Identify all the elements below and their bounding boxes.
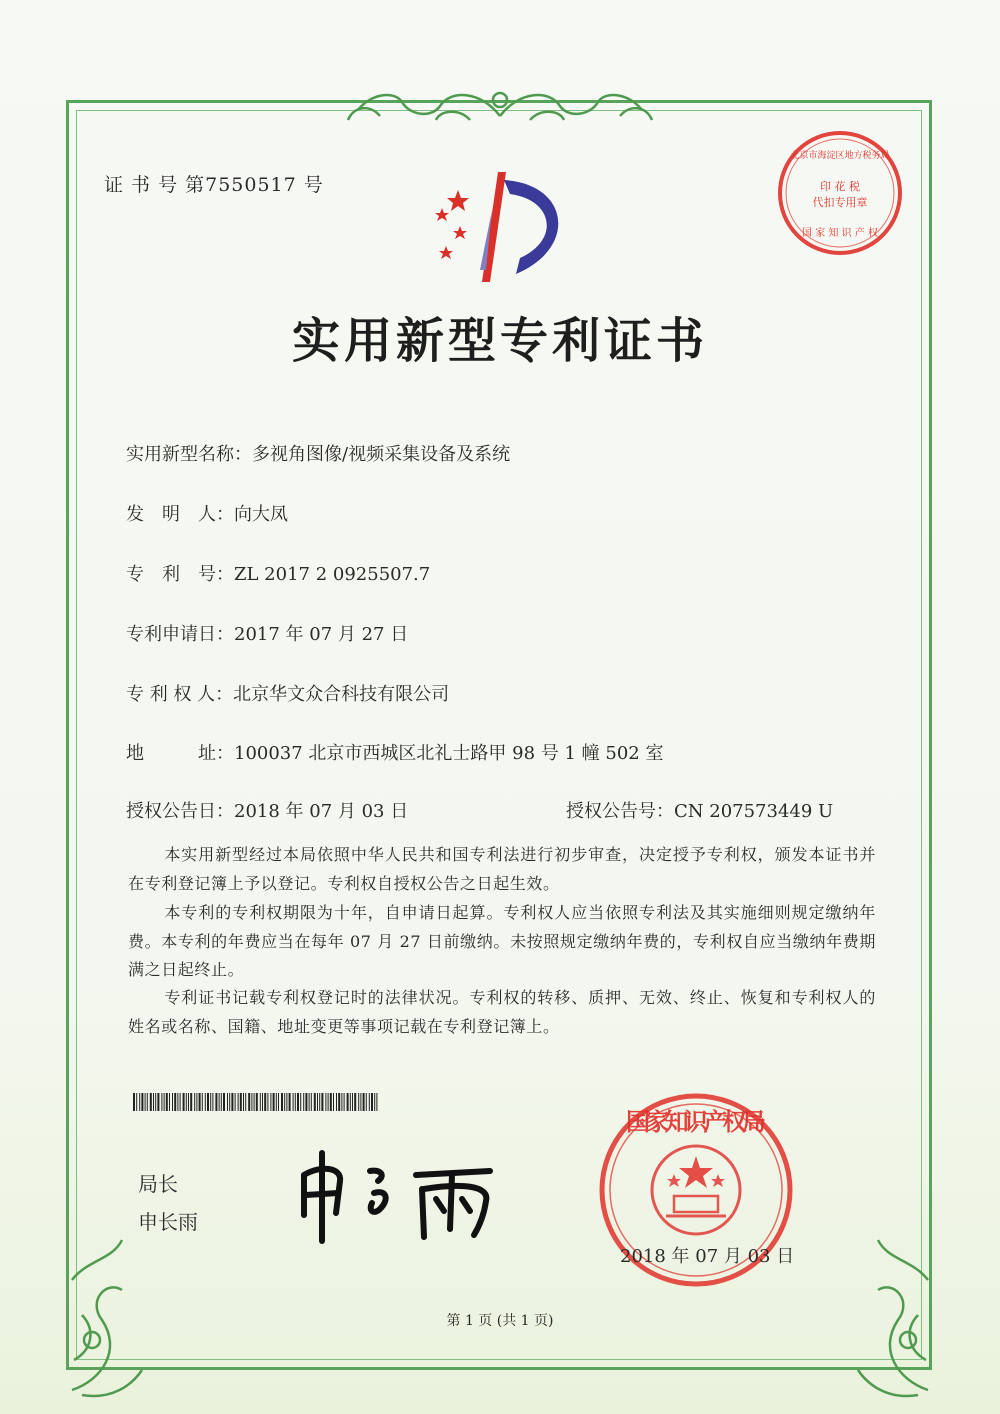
tax-stamp — [775, 128, 905, 258]
page-number: 第 1 页 (共 1 页) — [446, 1313, 554, 1329]
field-holder-label: 专 利 权 人： — [126, 684, 234, 705]
field-apply-value: 2017 年 07 月 27 日 — [234, 624, 409, 645]
field-address-label: 地 址： — [126, 743, 234, 764]
field-name-label: 实用新型名称： — [126, 444, 252, 465]
field-address-value: 100037 北京市西城区北礼士路甲 98 号 1 幢 502 室 — [234, 743, 664, 764]
field-pub-no — [566, 797, 833, 823]
body-paragraph-1-text: 本实用新型经过本局依照中华人民共和国专利法进行初步审查，决定授予专利权，颁发本证书并在专利登记簿上予以登记。专利权自授权公告之日起生效。 — [128, 845, 876, 893]
field-holder — [126, 680, 449, 706]
field-grant-value: 2018 年 07 月 03 日 — [234, 801, 409, 822]
field-inventor-value: 向大凤 — [234, 504, 288, 525]
signatory-name: 申长雨 — [138, 1210, 198, 1234]
seal-date: 2018 年 07 月 03 日 — [620, 1246, 795, 1267]
tax-stamp-line1: 印 花 税 — [820, 180, 860, 193]
field-holder-value: 北京华文众合科技有限公司 — [233, 684, 450, 705]
signatory-title: 局长 — [138, 1172, 178, 1196]
field-address — [126, 739, 663, 765]
barcode — [133, 1093, 381, 1111]
field-name — [126, 440, 510, 466]
field-inventor — [126, 500, 288, 526]
body-paragraph-3 — [128, 984, 876, 1041]
field-grant-label: 授权公告日： — [126, 801, 234, 822]
tax-stamp-bottom-text: 国 家 知 识 产 权 — [802, 228, 878, 239]
certificate-number: 证 书 号 第7550517 号 — [104, 174, 324, 196]
body-paragraph-1 — [128, 841, 876, 898]
seal-ring-text: 国家知识产权局 — [626, 1108, 766, 1136]
body-paragraph-3-text: 专利证书记载专利权登记时的法律状况。专利权的转移、质押、无效、终止、恢复和专利权人的姓名或名称、国籍、地址变更等事项记载在专利登记簿上。 — [128, 988, 876, 1036]
field-apply-date — [126, 620, 408, 646]
handwritten-signature — [290, 1145, 510, 1245]
patent-office-logo — [420, 170, 580, 285]
field-patent-value: ZL 2017 2 0925507.7 — [234, 564, 431, 585]
field-name-value: 多视角图像/视频采集设备及系统 — [252, 444, 511, 465]
page-title: 实用新型专利证书 — [291, 313, 708, 369]
body-paragraph-2-text: 本专利的专利权期限为十年，自申请日起算。专利权人应当依照专利法及其实施细则规定缴纳年费。本专利的年费应当在每年 07 月 27 日前缴纳。未按照规定缴纳年费的，专利权自应当缴纳年费期满之日起终止。 — [128, 903, 876, 979]
body-paragraph-2 — [128, 899, 876, 985]
bottom-right-ornament — [848, 1200, 938, 1400]
field-inventor-label: 发 明 人： — [126, 504, 234, 525]
top-ornament — [340, 80, 660, 126]
field-pub-value: CN 207573449 U — [674, 801, 834, 822]
field-apply-label: 专利申请日： — [126, 624, 234, 645]
field-patent-label: 专 利 号： — [126, 564, 234, 585]
tax-stamp-line2: 代扣专用章 — [812, 196, 868, 209]
field-pub-label: 授权公告号： — [566, 801, 674, 822]
field-patent-no — [126, 560, 430, 586]
field-grant-date — [126, 797, 408, 823]
tax-stamp-ring-text: 北京市海淀区地方税务局 — [790, 151, 890, 161]
